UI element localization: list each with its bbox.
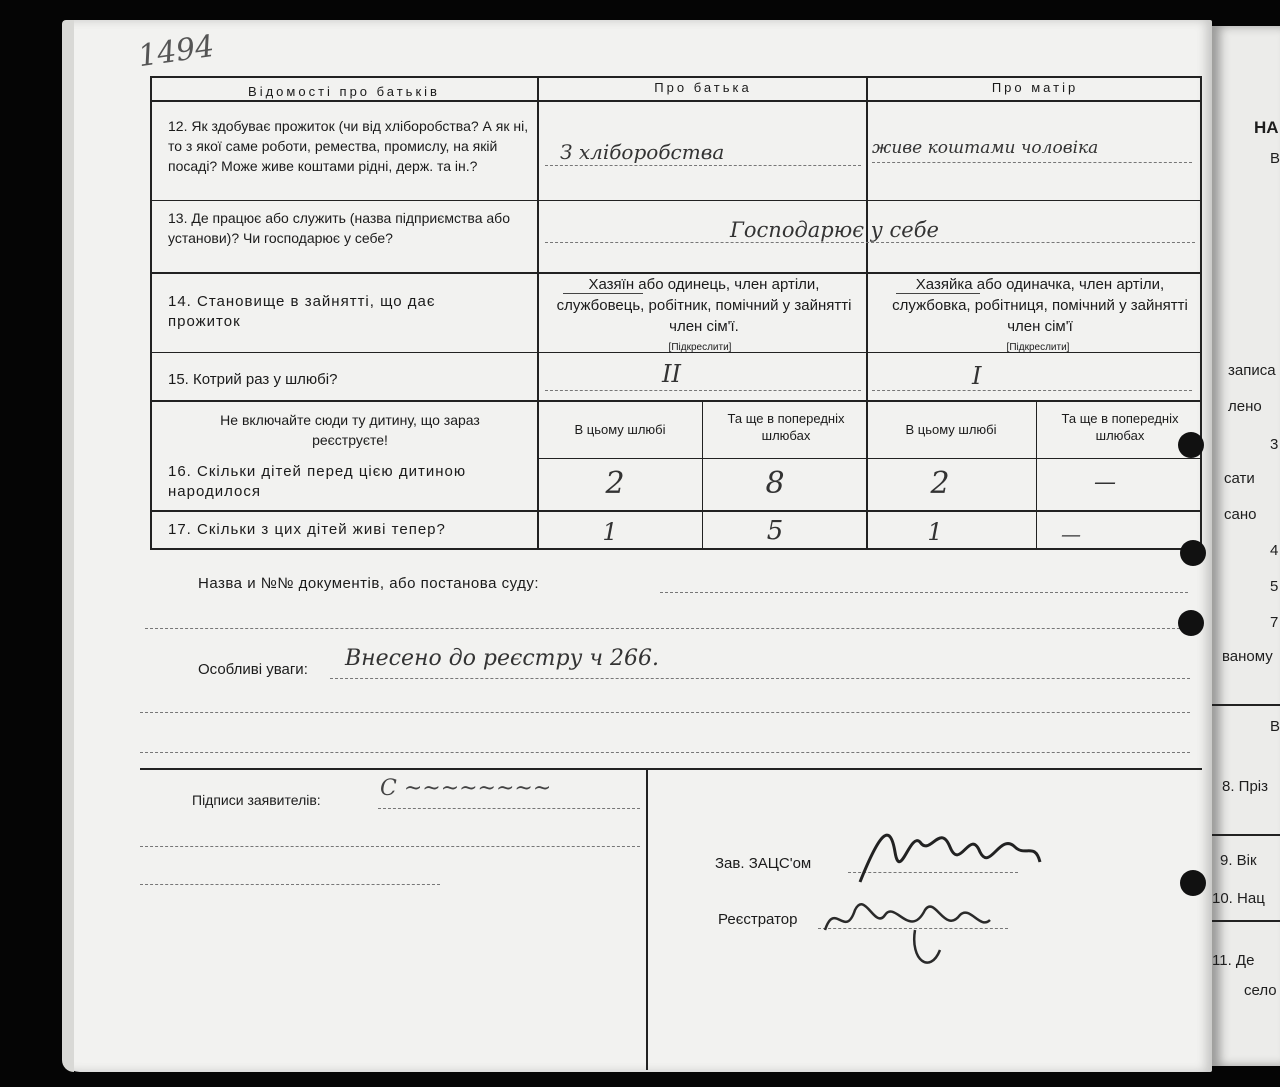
header-father: Про батька [654,80,752,95]
notes-line-3 [140,752,1190,753]
adjacent-text-7: сано [1224,506,1257,523]
binding-hole-2 [1180,540,1206,566]
answer-17-mother-this: 1 [927,518,943,546]
row-line-children-head [537,458,1202,459]
answer-12-mother: живе коштами чоловіка [872,138,1099,158]
adjacent-text-13: 8. Пріз [1222,778,1269,795]
answer-15-father: II [662,360,681,388]
header-parents-info: Відомості про батьків [248,84,440,99]
adjacent-text-15: 10. Нац [1212,890,1265,907]
row-line-16 [150,510,1202,512]
question-16: 16. Скільки дітей перед цією дитиною народилося [168,463,467,500]
binding-hole-4 [1180,870,1206,896]
page-edge [62,20,74,1072]
answer-14-mother-options: Хазяйка або одиначка, член артіли, службовка, робітниця, помічний у зайнятті член сім'ї [892,276,1188,335]
documents-label: Назва и №№ документів, або постанова суду: [198,575,540,592]
row-line-15 [150,400,1202,402]
corner-number: 1494 [135,28,217,75]
applicants-line-2 [140,846,640,847]
answer-17-father-prev: 5 [766,516,784,546]
registrar-signature [820,880,1020,980]
col-this-marriage-father: В цьому шлюбі [574,422,666,437]
row-line-12 [150,200,1202,201]
question-13: 13. Де працює або служить (назва підприємства або установи)? Чи господарює у себе? [168,210,510,246]
answer-12-mother-line [872,162,1192,163]
adjacent-rule-1 [1212,704,1280,706]
answer-15-mother-line [872,390,1192,391]
children-exclusion-note: Не включайте сюди ту дитину, що зараз реєструєте! [220,412,480,448]
adjacent-rule-2 [1212,834,1280,836]
answer-16-father-prev: 8 [765,466,785,501]
binding-hole-3 [1178,610,1204,636]
documents-line-1 [660,592,1188,593]
answer-16-mother-this: 2 [930,466,950,501]
adjacent-text-14: 9. Вік [1220,852,1257,869]
adjacent-text-8: 4 [1270,542,1279,559]
answer-15-father-line [545,390,861,391]
answer-14-father-options: Хазяїн або одинець, член артіли, службовець, робітник, помічний у зайнятті член сім'ї. [556,276,852,335]
signature-divider [646,770,648,1070]
underline-14-mother [896,293,980,294]
notes-line-1 [330,678,1190,679]
answer-13-line [545,242,1195,243]
question-12: 12. Як здобуває прожиток (чи від хліборобства? А як ні, то з якої саме роботи, ремества, промислу, на якій посаді? Може живе коштами рідні, держ. та ін.? [168,118,529,174]
adjacent-text-9: 5 [1270,578,1279,595]
applicants-signature-scribble: С ~~~~~~~~ [380,776,552,801]
binding-hole-1 [1178,432,1204,458]
adjacent-text-11: ваному [1222,648,1273,665]
col-divider-2 [866,76,868,550]
adjacent-text-5: 3 [1270,436,1279,453]
underline-note-father: [Підкреслити] [668,342,732,353]
notes-line-2 [140,712,1190,713]
adjacent-text-4: лено [1228,398,1262,415]
answer-15-mother: I [972,362,982,390]
answer-17-father-this: 1 [602,518,618,546]
applicants-line-1 [378,808,640,809]
underline-14-father [563,293,643,294]
adjacent-text-10: 7 [1270,614,1279,631]
answer-12-father-line [545,165,861,166]
head-of-registry-label: Зав. ЗАЦС'ом [715,855,812,872]
answer-13: Господарює у себе [730,218,939,242]
answer-12-father: З хліборобства [560,140,725,164]
col-divider-1 [537,76,539,550]
answer-16-mother-prev: — [1094,470,1116,495]
answer-16-father-this: 2 [605,466,625,501]
adjacent-text-2: В [1270,150,1280,167]
adjacent-text-12: В [1270,718,1280,735]
applicants-line-3 [140,884,440,885]
col-divider-3 [702,400,703,550]
adjacent-text-6: сати [1224,470,1255,487]
answer-17-mother-prev: — [1061,522,1081,546]
underline-note-mother: [Підкреслити] [1006,342,1070,353]
adjacent-rule-3 [1212,920,1280,922]
applicants-label: Підписи заявителів: [192,792,321,808]
col-this-marriage-mother: В цьому шлюбі [905,422,997,437]
header-mother: Про матір [991,80,1079,95]
signature-section-top-line [140,768,1202,770]
adjacent-text-3: записа [1228,362,1276,379]
adjacent-page [1212,26,1280,1066]
question-15: 15. Котрий раз у шлюбі? [168,371,338,388]
question-17: 17. Скільки з цих дітей живі тепер? [168,521,446,538]
col-previous-father: Та ще в попередніх шлюбах [727,411,845,443]
adjacent-text-1: НА [1254,118,1279,137]
col-previous-mother: Та ще в попередніх шлюбах [1061,411,1179,443]
registrar-label: Реєстратор [718,911,798,928]
documents-line-2 [145,628,1190,629]
adjacent-text-17: село [1244,982,1277,999]
notes-label: Особливі уваги: [198,661,308,678]
adjacent-text-16: 11. Де [1212,952,1255,969]
notes-value: Внесено до реєстру ч 266. [345,646,660,671]
question-14: 14. Становище в зайнятті, що дає прожиток [168,293,436,330]
